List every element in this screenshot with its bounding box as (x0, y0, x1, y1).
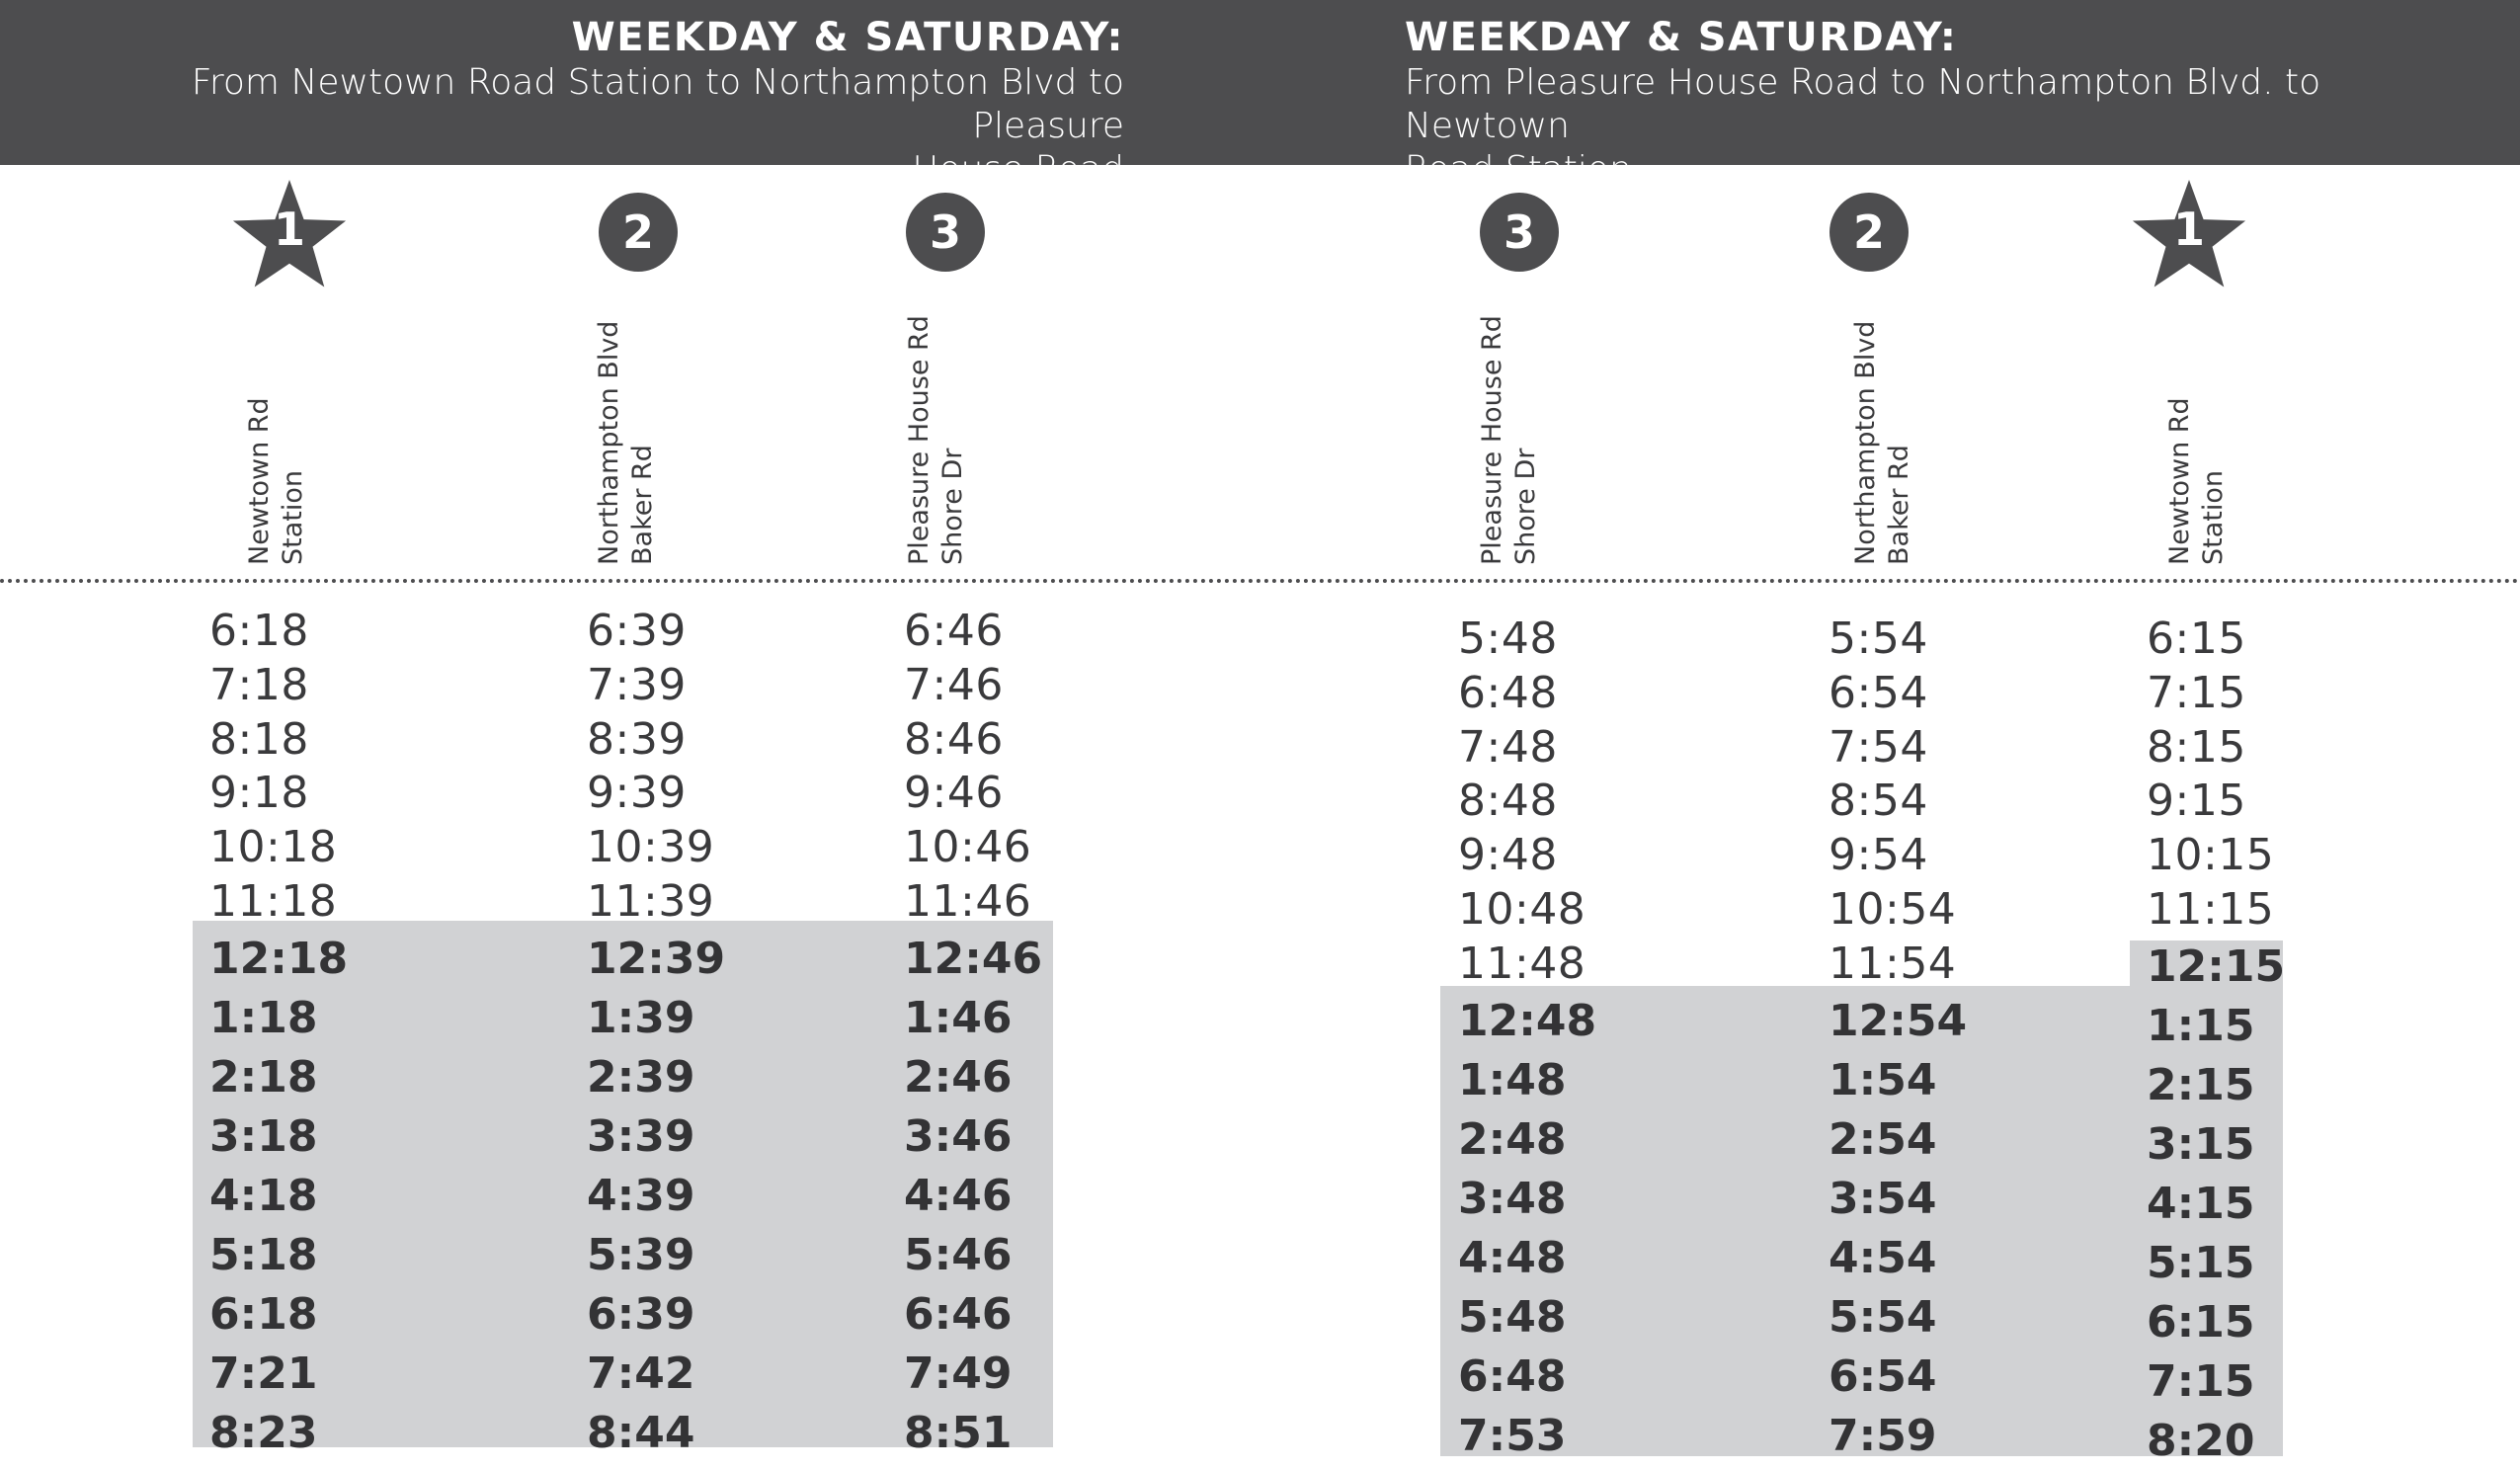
inbound-stop-2-marker: 2 (1829, 193, 1909, 272)
time-cell: 5:54 (1829, 613, 1928, 664)
time-cell: 1:46 (904, 992, 1013, 1043)
outbound-stop-3-label-line2: Shore Dr (937, 448, 968, 565)
time-cell: 11:48 (1458, 938, 1586, 989)
outbound-stop-3-label-line1: Pleasure House Rd (904, 315, 935, 565)
time-cell: 7:21 (209, 1348, 318, 1399)
time-cell: 9:46 (904, 768, 1004, 819)
time-cell: 10:54 (1829, 883, 1957, 935)
time-cell: 11:54 (1829, 938, 1957, 989)
time-cell: 7:48 (1458, 721, 1558, 773)
time-cell: 7:15 (2147, 1355, 2255, 1407)
time-cell: 12:15 (2147, 940, 2286, 992)
time-cell: 6:18 (209, 606, 309, 656)
outbound-stop-1-label-line2: Station (278, 470, 308, 565)
time-cell: 7:53 (1458, 1410, 1567, 1461)
time-cell: 11:46 (904, 875, 1032, 927)
inbound-stop-3-label-line1: Pleasure House Rd (1477, 315, 1507, 565)
outbound-stop-2-label-line1: Northampton Blvd (594, 320, 624, 565)
time-cell: 5:39 (587, 1229, 695, 1280)
time-cell: 3:15 (2147, 1118, 2255, 1170)
time-cell: 4:48 (1458, 1232, 1567, 1283)
time-cell: 6:48 (1458, 667, 1558, 718)
time-cell: 5:15 (2147, 1237, 2255, 1288)
outbound-header (69, 14, 1124, 192)
time-cell: 3:39 (587, 1110, 695, 1162)
outbound-subtitle-line2: House Road (912, 149, 1124, 190)
inbound-header (1405, 14, 2472, 192)
time-cell: 3:46 (904, 1110, 1013, 1162)
time-cell: 1:54 (1829, 1054, 1937, 1105)
time-cell: 6:54 (1829, 667, 1928, 718)
time-cell: 11:15 (2147, 883, 2275, 935)
time-cell: 5:54 (1829, 1291, 1937, 1343)
inbound-times-stop-3 (1458, 613, 1596, 1466)
time-cell: 12:18 (209, 933, 349, 984)
time-cell: 8:44 (587, 1407, 695, 1458)
time-cell: 11:39 (587, 875, 715, 927)
outbound-title: WEEKDAY & SATURDAY: (571, 15, 1124, 60)
outbound-stop-1-number: 1 (273, 203, 305, 256)
inbound-stop-3-label-line2: Shore Dr (1510, 448, 1541, 565)
time-cell: 12:54 (1829, 995, 1968, 1046)
inbound-stop-3-label (1476, 315, 1543, 565)
inbound-stop-1-label (2163, 397, 2231, 565)
time-cell: 7:15 (2147, 667, 2246, 718)
time-cell: 7:39 (587, 659, 687, 710)
time-cell: 6:46 (904, 606, 1004, 656)
time-cell: 5:48 (1458, 613, 1558, 664)
time-cell: 6:54 (1829, 1350, 1937, 1402)
time-cell: 3:48 (1458, 1173, 1567, 1224)
time-cell: 10:18 (209, 822, 338, 873)
time-cell: 6:15 (2147, 613, 2246, 664)
time-cell: 7:42 (587, 1348, 695, 1399)
time-cell: 2:15 (2147, 1059, 2255, 1110)
time-cell: 10:46 (904, 822, 1032, 873)
outbound-times-stop-2 (587, 605, 725, 1463)
outbound-stop-1-label-line1: Newtown Rd (244, 397, 275, 565)
outbound-times-stop-3 (904, 605, 1042, 1463)
time-cell: 1:15 (2147, 1000, 2255, 1051)
time-cell: 7:49 (904, 1348, 1013, 1399)
inbound-subtitle-line2: Road Station (1405, 149, 1632, 190)
time-cell: 4:15 (2147, 1178, 2255, 1229)
outbound-stop-2-label (593, 321, 660, 565)
outbound-stop-1-label (243, 397, 310, 565)
time-cell: 9:48 (1458, 830, 1558, 881)
time-cell: 7:54 (1829, 721, 1928, 773)
time-cell: 3:54 (1829, 1173, 1937, 1224)
inbound-stop-2-label-line2: Baker Rd (1884, 445, 1914, 565)
time-cell: 4:18 (209, 1170, 318, 1221)
time-cell: 6:39 (587, 1288, 695, 1340)
inbound-times-stop-1 (2147, 613, 2285, 1471)
outbound-times-stop-1 (209, 605, 348, 1463)
header-divider (0, 579, 2520, 583)
time-cell: 2:18 (209, 1051, 318, 1103)
outbound-subtitle-line1: From Newtown Road Station to Northampton Blvd to Pleasure (191, 62, 1124, 146)
time-cell: 9:15 (2147, 776, 2246, 827)
inbound-stop-3-marker: 3 (1480, 193, 1559, 272)
outbound-stop-2-label-line2: Baker Rd (627, 445, 658, 565)
time-cell: 2:54 (1829, 1113, 1937, 1165)
inbound-stop-1-label-line2: Station (2198, 470, 2229, 565)
time-cell: 9:18 (209, 768, 309, 819)
time-cell: 8:54 (1829, 776, 1928, 827)
time-cell: 12:39 (587, 933, 726, 984)
inbound-stop-2-label (1849, 321, 1916, 565)
time-cell: 1:18 (209, 992, 318, 1043)
time-cell: 8:51 (904, 1407, 1013, 1458)
time-cell: 9:54 (1829, 830, 1928, 881)
time-cell: 5:48 (1458, 1291, 1567, 1343)
time-cell: 7:46 (904, 659, 1004, 710)
time-cell: 6:48 (1458, 1350, 1567, 1402)
inbound-stop-1-star-icon (2128, 178, 2250, 296)
time-cell: 5:18 (209, 1229, 318, 1280)
time-cell: 1:48 (1458, 1054, 1567, 1105)
outbound-stop-1-star-icon (228, 178, 351, 296)
outbound-stop-3-marker: 3 (906, 193, 985, 272)
time-cell: 6:39 (587, 606, 687, 656)
time-cell: 6:46 (904, 1288, 1013, 1340)
time-cell: 10:48 (1458, 883, 1586, 935)
time-cell: 4:39 (587, 1170, 695, 1221)
time-cell: 12:48 (1458, 995, 1597, 1046)
time-cell: 2:46 (904, 1051, 1013, 1103)
time-cell: 7:59 (1829, 1410, 1937, 1461)
time-cell: 9:39 (587, 768, 687, 819)
time-cell: 6:15 (2147, 1296, 2255, 1348)
time-cell: 6:18 (209, 1288, 318, 1340)
inbound-title: WEEKDAY & SATURDAY: (1405, 15, 1958, 60)
time-cell: 5:46 (904, 1229, 1013, 1280)
time-cell: 8:23 (209, 1407, 318, 1458)
inbound-stop-1-number: 1 (2172, 203, 2205, 256)
outbound-stop-2-marker: 2 (599, 193, 678, 272)
time-cell: 10:15 (2147, 830, 2275, 881)
time-cell: 12:46 (904, 933, 1043, 984)
time-cell: 8:18 (209, 713, 309, 765)
time-cell: 8:20 (2147, 1415, 2255, 1466)
inbound-subtitle-line1: From Pleasure House Road to Northampton Blvd. to Newtown (1405, 62, 2321, 146)
time-cell: 3:18 (209, 1110, 318, 1162)
time-cell: 2:48 (1458, 1113, 1567, 1165)
time-cell: 8:15 (2147, 721, 2246, 773)
time-cell: 1:39 (587, 992, 695, 1043)
inbound-times-stop-2 (1829, 613, 1967, 1466)
time-cell: 4:46 (904, 1170, 1013, 1221)
time-cell: 8:39 (587, 713, 687, 765)
time-cell: 7:18 (209, 659, 309, 710)
outbound-stop-3-label (903, 315, 970, 565)
time-cell: 8:46 (904, 713, 1004, 765)
time-cell: 8:48 (1458, 776, 1558, 827)
time-cell: 11:18 (209, 875, 338, 927)
time-cell: 4:54 (1829, 1232, 1937, 1283)
inbound-stop-2-label-line1: Northampton Blvd (1850, 320, 1881, 565)
time-cell: 10:39 (587, 822, 715, 873)
inbound-stop-1-label-line1: Newtown Rd (2164, 397, 2195, 565)
time-cell: 2:39 (587, 1051, 695, 1103)
